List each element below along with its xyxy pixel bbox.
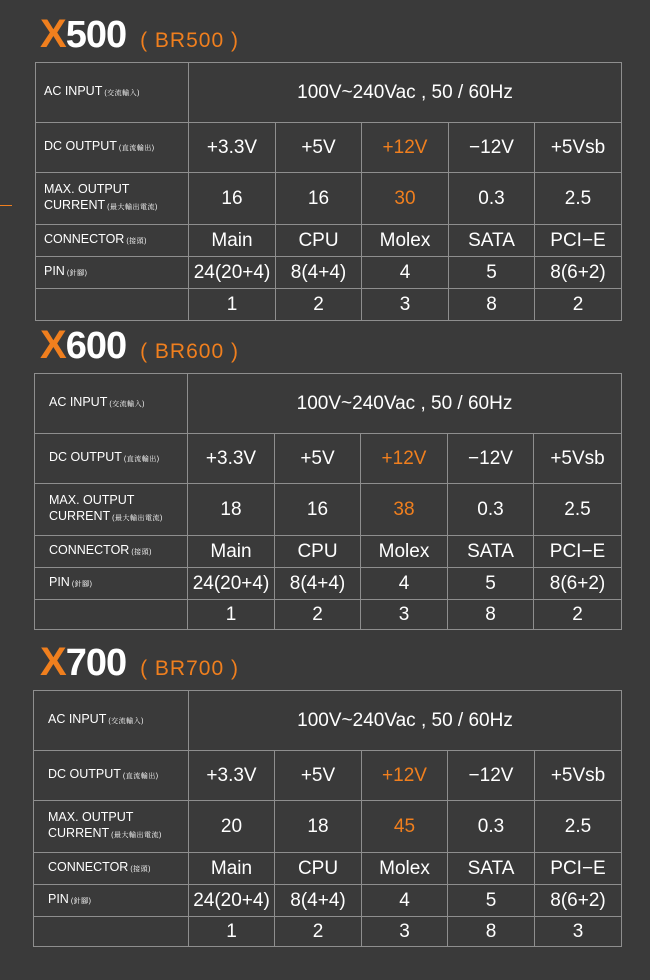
ac-input-row [35,374,622,434]
count-cell: 3 [361,600,448,630]
count-cell: 8 [448,917,535,947]
rail-cell: +5V [276,123,362,173]
current-cell: 18 [275,801,362,853]
pin-cell: 5 [449,257,535,289]
count-cell: 8 [448,600,534,630]
connector-cell: Molex [362,853,448,885]
current-cell: 2.5 [534,484,622,536]
model-code: ( BR700 ) [140,657,239,680]
connector-cell: SATA [449,225,535,257]
connector-label: CONNECTOR (接頭) [34,853,189,885]
current-cell: 20 [189,801,275,853]
current-cell: 16 [276,173,362,225]
max-current-row [35,484,622,536]
pin-cell: 8(4+4) [275,568,361,600]
ac-input-value: 100V~240Vac , 50 / 60Hz [189,63,622,123]
pin-row [34,885,622,917]
current-cell: 0.3 [448,484,534,536]
connector-cell: Main [188,536,275,568]
max-current-label: MAX. OUTPUT CURRENT (最大輸出電流) [36,173,189,225]
current-cell: 30 [362,173,449,225]
rail-cell: +5V [275,434,361,484]
count-cell: 2 [275,917,362,947]
count-label-empty [36,289,189,321]
pin-cell: 24(20+4) [189,885,275,917]
max-current-label: MAX. OUTPUT CURRENT (最大輸出電流) [35,484,188,536]
count-cell: 3 [535,917,622,947]
count-cell: 1 [189,917,275,947]
count-row [35,600,622,630]
connector-cell: Molex [361,536,448,568]
pin-cell: 8(4+4) [275,885,362,917]
connector-cell: PCI−E [535,225,622,257]
count-row [36,289,622,321]
count-cell: 1 [189,289,276,321]
max-current-label: MAX. OUTPUT CURRENT (最大輸出電流) [34,801,189,853]
x700-heading [40,640,239,685]
count-cell: 8 [449,289,535,321]
pin-cell: 4 [362,885,448,917]
x600-spec-table [34,373,622,630]
model-code: ( BR500 ) [140,29,239,52]
rail-cell: +3.3V [189,123,276,173]
rail-cell: +3.3V [189,751,275,801]
connector-cell: SATA [448,853,535,885]
connector-cell: PCI−E [535,853,622,885]
rail-cell: +5Vsb [535,751,622,801]
model-code: ( BR600 ) [140,340,239,363]
count-cell: 2 [276,289,362,321]
connector-cell: Molex [362,225,449,257]
ac-input-value: 100V~240Vac , 50 / 60Hz [189,691,622,751]
rail-cell: +5Vsb [534,434,622,484]
rail-cell: +5Vsb [535,123,622,173]
rail-cell: −12V [449,123,535,173]
pin-cell: 5 [448,568,534,600]
rail-cell: +3.3V [188,434,275,484]
pin-cell: 8(4+4) [276,257,362,289]
pin-cell: 8(6+2) [535,885,622,917]
dc-output-label: DC OUTPUT (直流輸出) [36,123,189,173]
count-cell: 2 [534,600,622,630]
count-cell: 1 [188,600,275,630]
model-prefix: X [40,323,66,367]
pin-label: PIN (針腳) [36,257,189,289]
pin-row [35,568,622,600]
connector-cell: CPU [276,225,362,257]
rail-cell: +12V [362,123,449,173]
dc-output-row [35,434,622,484]
current-cell: 45 [362,801,448,853]
ac-input-label: AC INPUT (交流輸入) [34,691,189,751]
current-cell: 18 [188,484,275,536]
current-cell: 0.3 [448,801,535,853]
count-label-empty [34,917,189,947]
pin-label: PIN (針腳) [34,885,189,917]
dc-output-row [36,123,622,173]
accent-mark [0,205,12,206]
current-cell: 16 [275,484,361,536]
count-cell: 2 [535,289,622,321]
pin-cell: 5 [448,885,535,917]
x500-spec-table [35,62,622,321]
connector-cell: PCI−E [534,536,622,568]
connector-cell: CPU [275,853,362,885]
rail-cell: −12V [448,434,534,484]
model-number: 500 [65,14,127,56]
pin-cell: 8(6+2) [535,257,622,289]
pin-cell: 4 [361,568,448,600]
dc-output-label: DC OUTPUT (直流輸出) [34,751,189,801]
current-cell: 0.3 [449,173,535,225]
ac-input-value: 100V~240Vac , 50 / 60Hz [188,374,622,434]
x500-heading [40,12,239,57]
pin-label: PIN (針腳) [35,568,188,600]
connector-row [35,536,622,568]
connector-row [36,225,622,257]
connector-cell: CPU [275,536,361,568]
rail-cell: −12V [448,751,535,801]
connector-cell: Main [189,853,275,885]
ac-input-label: AC INPUT (交流輸入) [36,63,189,123]
dc-output-label: DC OUTPUT (直流輸出) [35,434,188,484]
ac-input-row [34,691,622,751]
model-number: 600 [65,325,127,367]
connector-cell: SATA [448,536,534,568]
connector-cell: Main [189,225,276,257]
x600-heading [40,323,239,368]
model-number: 700 [65,642,127,684]
connector-row [34,853,622,885]
rail-cell: +5V [275,751,362,801]
count-cell: 2 [275,600,361,630]
count-label-empty [35,600,188,630]
ac-input-row [36,63,622,123]
max-current-row [36,173,622,225]
pin-cell: 24(20+4) [189,257,276,289]
connector-label: CONNECTOR (接頭) [36,225,189,257]
pin-cell: 24(20+4) [188,568,275,600]
pin-cell: 8(6+2) [534,568,622,600]
pin-cell: 4 [362,257,449,289]
dc-output-row [34,751,622,801]
current-cell: 16 [189,173,276,225]
max-current-row [34,801,622,853]
rail-cell: +12V [361,434,448,484]
x700-spec-table [33,690,622,947]
pin-row [36,257,622,289]
count-row [34,917,622,947]
rail-cell: +12V [362,751,448,801]
model-prefix: X [40,640,66,684]
count-cell: 3 [362,917,448,947]
count-cell: 3 [362,289,449,321]
current-cell: 38 [361,484,448,536]
connector-label: CONNECTOR (接頭) [35,536,188,568]
current-cell: 2.5 [535,173,622,225]
ac-input-label: AC INPUT (交流輸入) [35,374,188,434]
current-cell: 2.5 [535,801,622,853]
model-prefix: X [40,12,66,56]
